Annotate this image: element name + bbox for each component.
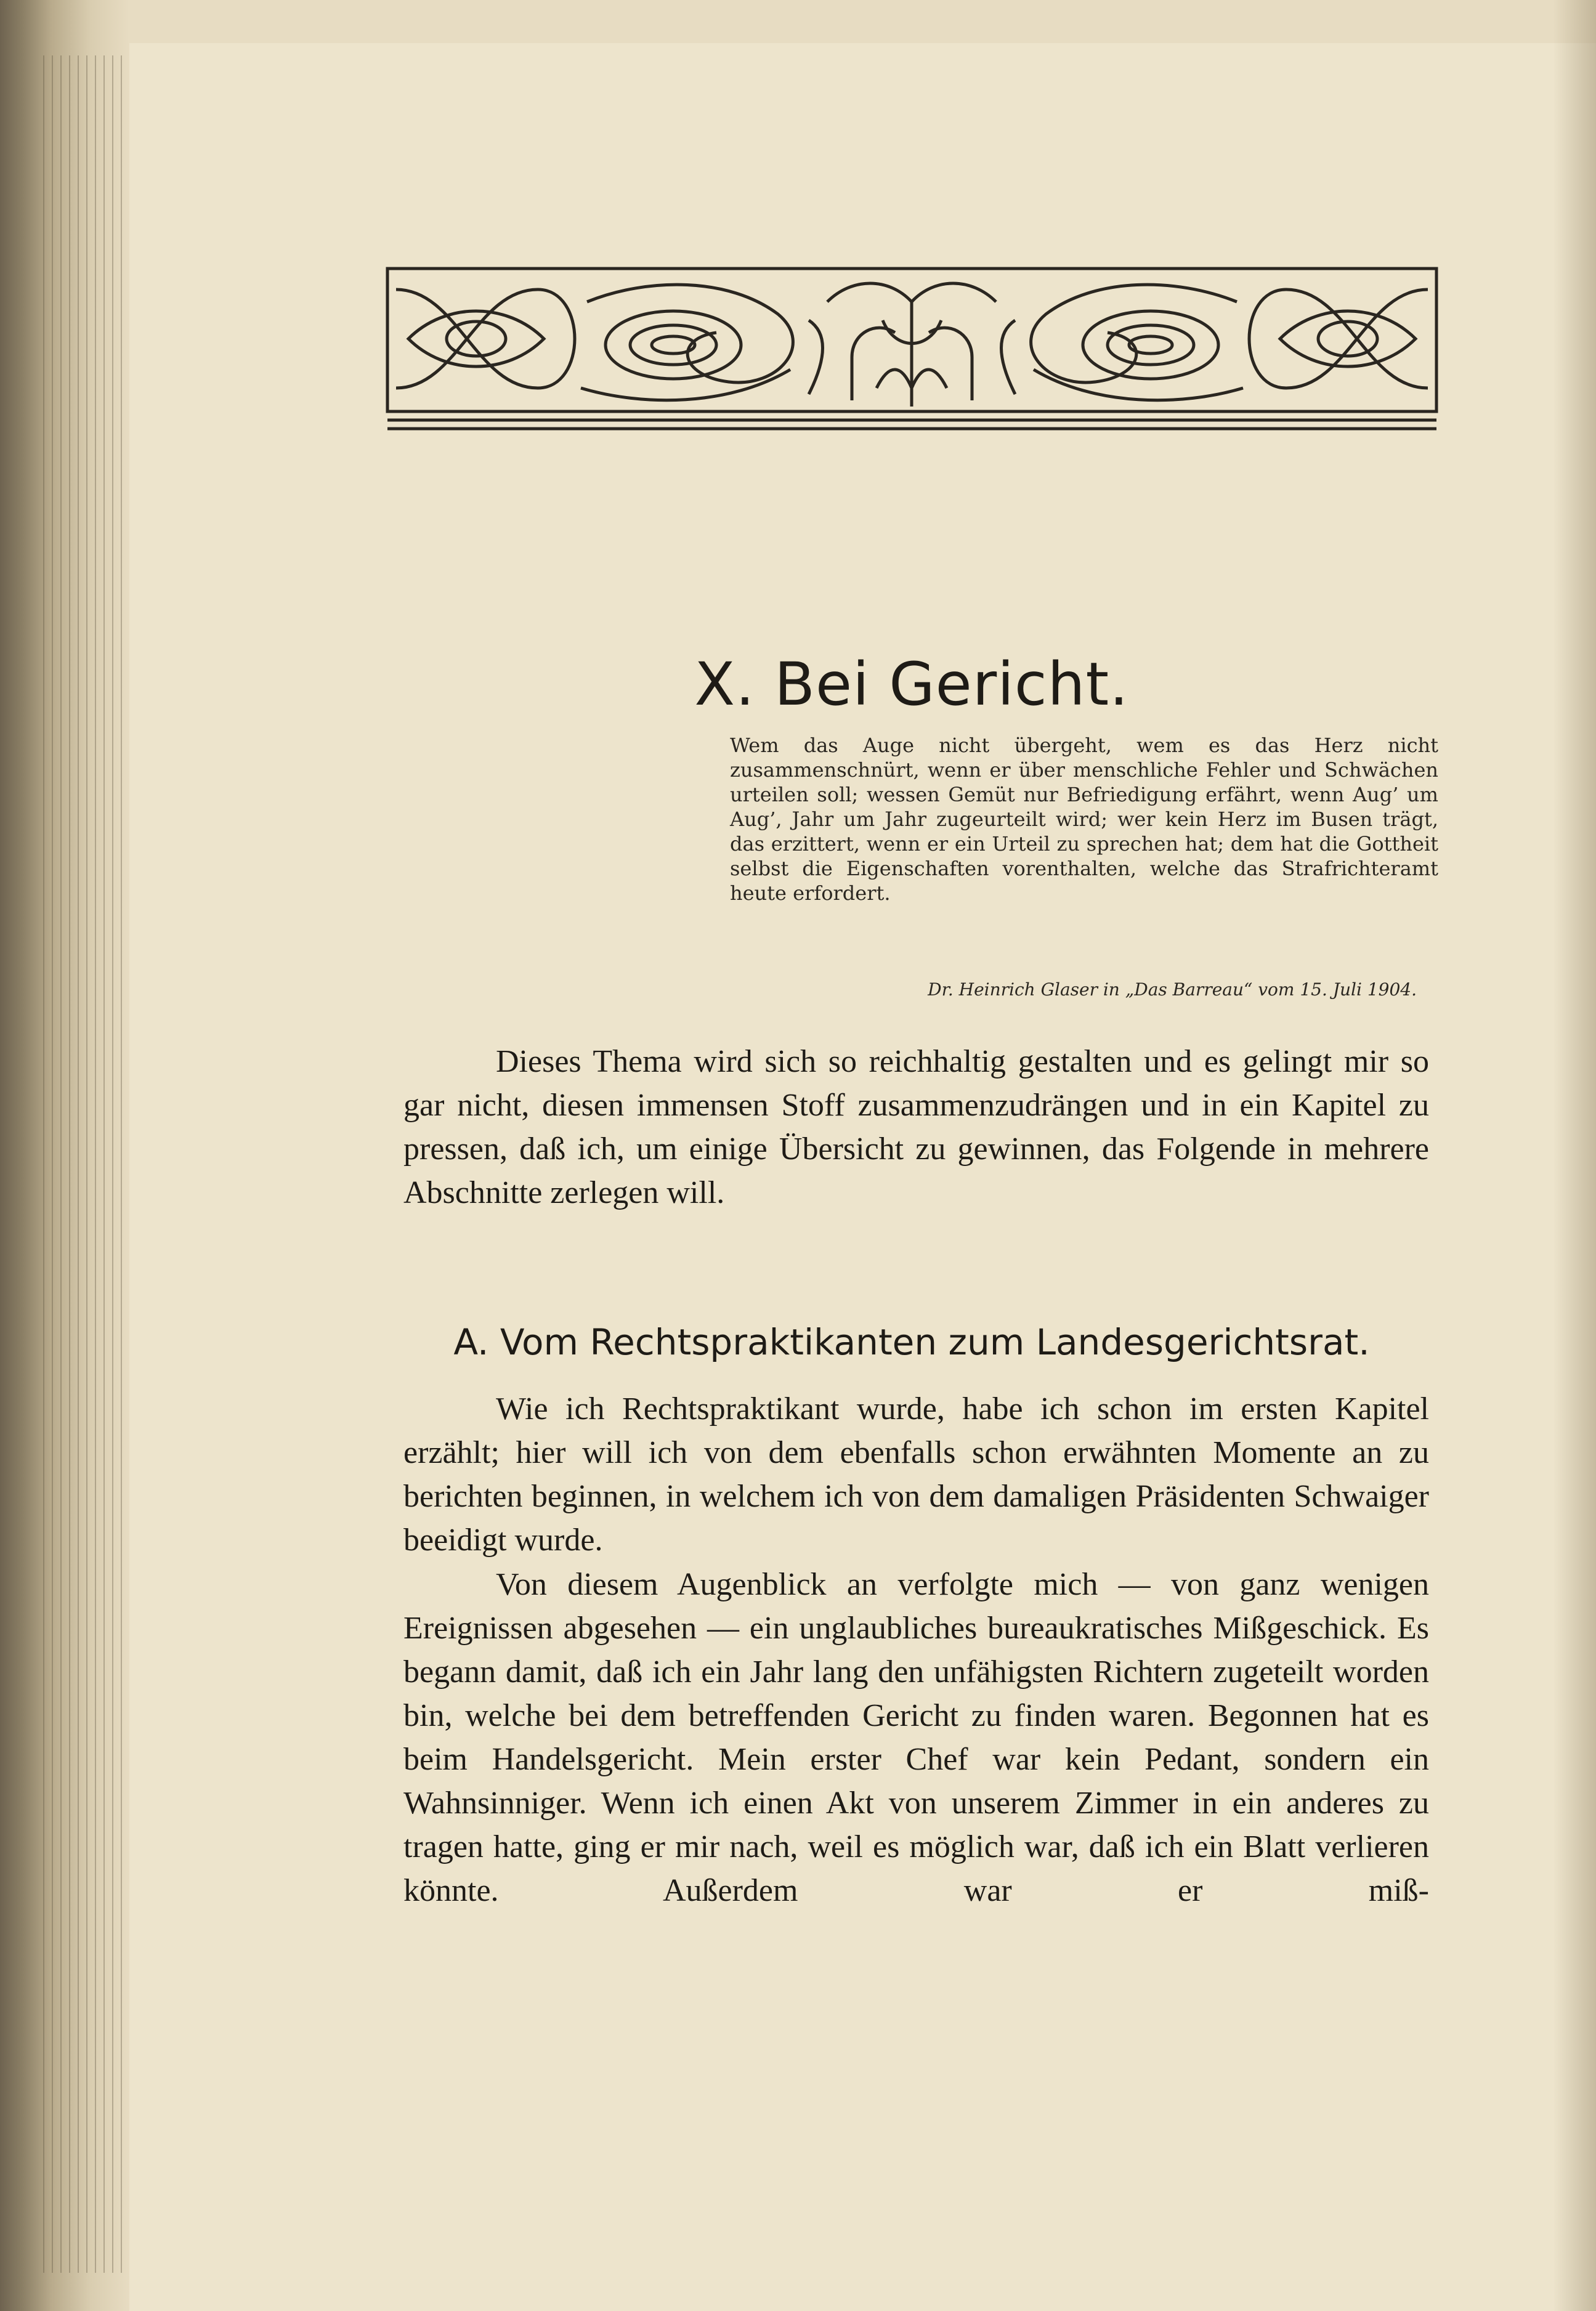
body-paragraph: Wie ich Rechtspraktikant wurde, habe ich schon im ersten Kapitel erzählt; hier will ich von dem ebenfalls schon erwähnten Momente an zu berichten beginnen, in welchem ich von dem damaligen Präsidenten Schwaiger beeidigt wurde. [403, 1391, 1429, 1558]
body-paragraph: Von diesem Augenblick an verfolgte mich — von ganz wenigen Ereignissen abgesehen — ein unglaubliches bureaukratisches Mißgeschick. Es begann damit, daß ich ein Jahr lang den unfähigsten Richtern zugeteilt worden bin, welche bei dem betreffenden Gericht zu finden waren. Begonnen hat es beim Handelsgericht. Mein erster Chef war kein Pedant, sondern ein Wahnsinniger. Wenn ich einen Akt von unserem Zimmer in ein anderes zu tragen hatte, ging er mir nach, weil es möglich war, daß ich ein Blatt verlieren könnte. Außerdem war er miß- [403, 1567, 1429, 1908]
page-gutter-shadow [1553, 0, 1596, 2311]
chapter-title: X. Bei Gericht. [694, 650, 1129, 719]
section-heading: A. Vom Rechtspraktikanten zum Landesgerichtsrat. [453, 1321, 1370, 1363]
intro-paragraph: Dieses Thema wird sich so reichhaltig gestalten und es gelingt mir so gar nicht, diesen immensen Stoff zusammenzudrängen und in ein Kapitel zu pressen, daß ich, um einige Übersicht zu gewinnen, das Folgende in mehrere Abschnitte zerlegen will. [403, 1044, 1429, 1210]
stacked-page-lines [43, 55, 129, 2273]
motto-attribution: Dr. Heinrich Glaser in „Das Barreau“ vom 15. Juli 1904. [928, 979, 1417, 1000]
celtic-knot-ornament [384, 265, 1440, 437]
motto-quote: Wem das Auge nicht übergeht, wem es das Herz nicht zusammenschnürt, wenn er über menschliche Fehler und Schwächen urteilen soll; wessen Gemüt nur Befriedigung erfährt, wenn Aug’ um Aug’, Jahr um Jahr zugeurteilt wird; wer kein Herz im Busen trägt, das erzittert, wenn er ein Urteil zu sprechen hat; dem hat die Gottheit selbst die Eigenschaften vorenthalten, welche das Strafrichteramt heute erfordert. [730, 734, 1438, 905]
